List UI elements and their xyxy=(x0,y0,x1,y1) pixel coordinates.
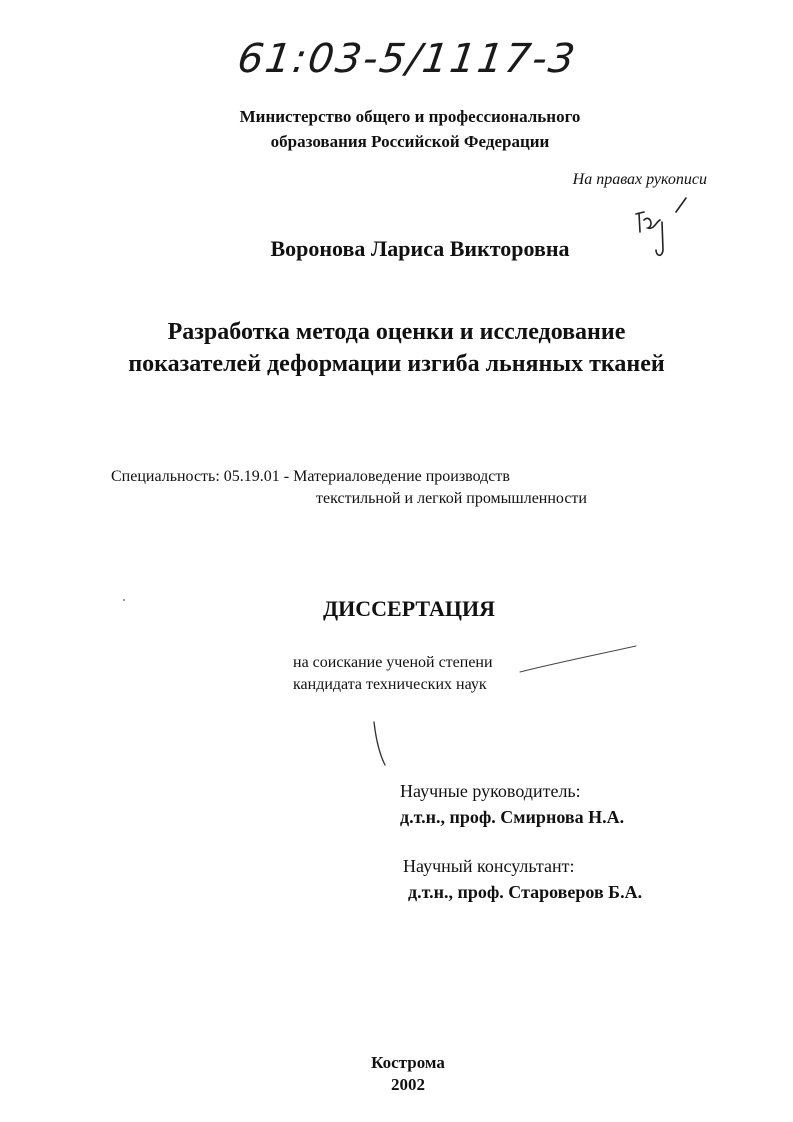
footer-year: 2002 xyxy=(391,1075,425,1094)
thesis-title-line-2: показателей деформации изгиба льняных тканей xyxy=(128,351,665,377)
supervisor-label: Научные руководитель: xyxy=(400,781,581,801)
degree-line-2: кандидата технических наук xyxy=(293,676,487,693)
ministry-line-2: образования Российской Федерации xyxy=(270,132,550,151)
specialty-line-2: текстильной и легкой промышленности xyxy=(316,490,587,507)
handwritten-archive-code: 61:03-5/1117-3 xyxy=(234,36,580,82)
ministry-line-1: Министерство общего и профессионального xyxy=(239,107,581,126)
author-name: Воронова Лариса Викторовна xyxy=(270,236,570,261)
consultant-label: Научный консультант: xyxy=(403,856,575,876)
degree-line-1: на соискание ученой степени xyxy=(293,654,493,671)
supervisor-name: д.т.н., проф. Смирнова Н.А. xyxy=(400,807,625,827)
manuscript-note: На правах рукописи xyxy=(572,171,707,188)
pen-stroke-long xyxy=(520,646,636,672)
consultant-name: д.т.н., проф. Староверов Б.А. xyxy=(408,882,643,902)
footer-city: Кострома xyxy=(371,1053,445,1072)
handwritten-signature xyxy=(636,198,686,255)
paper-speck xyxy=(123,599,125,601)
specialty-line-1: Специальность: 05.19.01 - Материаловедение производств xyxy=(111,468,510,485)
thesis-title-line-1: Разработка метода оценки и исследование xyxy=(167,319,626,345)
pen-stroke-small xyxy=(374,722,385,765)
dissertation-heading: ДИССЕРТАЦИЯ xyxy=(323,596,495,621)
